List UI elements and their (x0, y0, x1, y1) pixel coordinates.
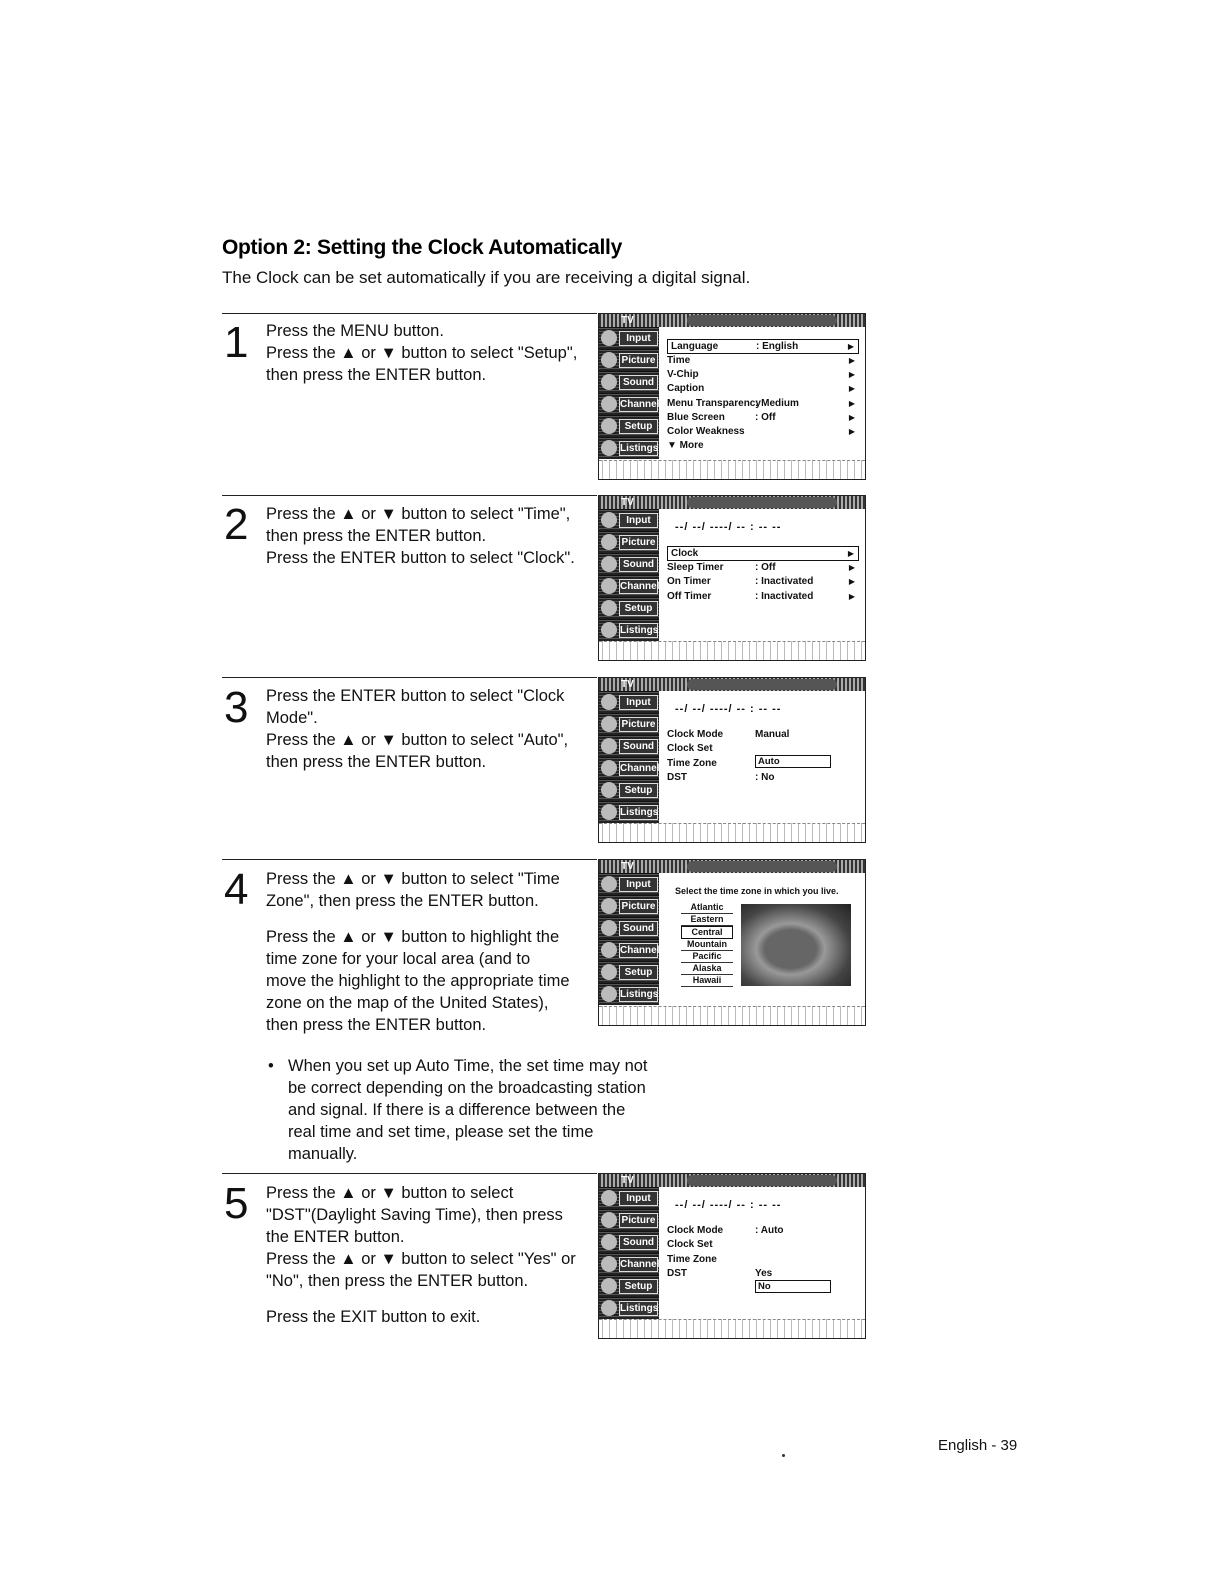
menu-tab-listings[interactable] (599, 1298, 659, 1319)
menu-tab-label: Picture (619, 899, 658, 914)
menu-tab-input[interactable] (599, 510, 659, 531)
listings-icon (601, 986, 617, 1002)
step-line: time zone for your local area (and to (266, 950, 531, 968)
picture-icon (601, 352, 617, 368)
menu-tab-input[interactable] (599, 692, 659, 713)
us-map (741, 904, 851, 986)
arrow-right-icon: ▶ (848, 563, 855, 573)
clock-readout: --/ --/ ----/ -- : -- -- (675, 703, 782, 715)
sound-icon (601, 374, 617, 390)
input-icon (601, 330, 617, 346)
menu-tab-setup[interactable] (599, 1276, 659, 1297)
step-5-text (266, 1182, 596, 1328)
menu-tab-label: Sound (619, 1235, 658, 1250)
arrow-right-icon: ▶ (848, 591, 855, 601)
menu-tab-sound[interactable] (599, 736, 659, 757)
menu-tab-picture[interactable] (599, 350, 659, 371)
arrow-right-icon: ▶ (848, 370, 855, 380)
menu-tab-channel[interactable] (599, 758, 659, 779)
clock-mode-screen (598, 677, 866, 843)
menu-tab-setup[interactable] (599, 598, 659, 619)
menu-content (667, 884, 859, 985)
menu-tab-label: Picture (619, 353, 658, 368)
arrow-right-icon: ▶ (848, 398, 855, 408)
menu-row-clock-mode[interactable]: Clock Mode : Auto (667, 1225, 784, 1237)
time-menu-screen (598, 495, 866, 661)
menu-tab-input[interactable] (599, 874, 659, 895)
menu-tabs (599, 691, 659, 822)
menu-tab-label: Input (619, 1191, 658, 1206)
tv-label: TV (621, 497, 634, 508)
screen-topbar (599, 1174, 865, 1187)
step-line: Press the ▲ or ▼ button to select (266, 1184, 514, 1202)
menu-tab-label: Sound (619, 375, 658, 390)
picture-icon (601, 1212, 617, 1228)
step-line: Press the ▲ or ▼ button to highlight the (266, 928, 560, 946)
step-line: then press the ENTER button. (266, 753, 487, 771)
setup-icon (601, 418, 617, 434)
menu-tabs (599, 327, 659, 459)
menu-tab-picture[interactable] (599, 532, 659, 553)
menu-tabs (599, 1187, 659, 1318)
menu-row-clock-set[interactable]: Clock Set (667, 1239, 713, 1251)
arrow-right-icon: ▶ (847, 342, 854, 351)
time-zone-option[interactable]: Alaska (681, 963, 733, 975)
menu-tab-label: Picture (619, 1213, 658, 1228)
arrow-right-icon: ▶ (848, 412, 855, 422)
listings-icon (601, 804, 617, 820)
menu-tab-picture[interactable] (599, 714, 659, 735)
step-line: Press the ENTER button to select "Clock (266, 687, 565, 705)
menu-tab-label: Setup (619, 419, 658, 434)
menu-row-off-timer[interactable]: Off Timer : Inactivated ▶ (667, 590, 859, 604)
clock-readout: --/ --/ ----/ -- : -- -- (675, 1199, 782, 1211)
step-divider (222, 677, 597, 678)
channel-icon (601, 578, 617, 594)
menu-tab-label: Picture (619, 535, 658, 550)
step-line: Press the ▲ or ▼ button to select "Time", (266, 505, 571, 523)
menu-tab-label: Setup (619, 783, 658, 798)
menu-tab-setup[interactable] (599, 962, 659, 983)
channel-icon (601, 760, 617, 776)
screen-topbar (599, 678, 865, 691)
input-icon (601, 512, 617, 528)
input-icon (601, 1190, 617, 1206)
arrow-right-icon: ▶ (848, 356, 855, 365)
tv-label: TV (621, 679, 634, 690)
menu-tab-label: Input (619, 877, 658, 892)
step-line: Zone", then press the ENTER button. (266, 892, 539, 910)
setup-menu-screen (598, 313, 866, 480)
menu-row-clock-mode[interactable]: Clock Mode Manual (667, 729, 790, 741)
menu-tab-label: Setup (619, 1279, 658, 1294)
step-divider (222, 859, 597, 860)
screen-bottombar (599, 1006, 865, 1025)
arrow-right-icon: ▶ (847, 549, 854, 559)
menu-row-on-timer[interactable]: On Timer : Inactivated ▶ (667, 575, 859, 589)
menu-row-sleep-timer[interactable]: Sleep Timer : Off ▶ (667, 561, 859, 575)
menu-content (667, 516, 859, 604)
screen-topbar (599, 314, 865, 327)
menu-tab-label: Setup (619, 965, 658, 980)
menu-row-time-zone[interactable]: Time Zone (667, 757, 717, 769)
stray-dot (782, 1454, 785, 1457)
menu-tab-input[interactable] (599, 1188, 659, 1209)
step-line: zone on the map of the United States), (266, 994, 549, 1012)
step-line: Mode". (266, 709, 318, 727)
menu-tab-label: Channel (620, 763, 660, 774)
time-zone-option[interactable]: Mountain (681, 939, 733, 951)
menu-row-caption[interactable]: Caption ▶ (667, 382, 859, 396)
menu-row-blue-screen[interactable]: Blue Screen : Off ▶ (667, 411, 859, 425)
menu-tab-label: Channel (620, 581, 660, 592)
note-bullet (268, 1055, 653, 1165)
dst-screen (598, 1173, 866, 1339)
bullet-icon: • (268, 1057, 274, 1075)
menu-tab-channel[interactable] (599, 576, 659, 597)
menu-tab-label: Sound (619, 557, 658, 572)
step-line: the ENTER button. (266, 1228, 405, 1246)
menu-tab-label: Listings (620, 443, 659, 454)
step-4-text (266, 868, 596, 1036)
picture-icon (601, 534, 617, 550)
menu-content (667, 339, 859, 453)
menu-tab-label: Input (619, 695, 658, 710)
menu-tab-label: Input (619, 331, 658, 346)
menu-tab-label: Listings (620, 807, 659, 818)
section-heading: Option 2: Setting the Clock Automatically (222, 236, 622, 259)
menu-row-clock[interactable]: Clock ▶ (667, 546, 859, 561)
setup-icon (601, 782, 617, 798)
step-line: then press the ENTER button. (266, 1016, 487, 1034)
menu-row-color-weakness[interactable]: Color Weakness ▶ (667, 425, 859, 439)
tv-label: TV (621, 315, 634, 326)
menu-tab-sound[interactable] (599, 372, 659, 393)
step-line: "DST"(Daylight Saving Time), then press (266, 1206, 563, 1224)
step-line: move the highlight to the appropriate time (266, 972, 570, 990)
menu-row-dst[interactable]: DST Yes (667, 1267, 773, 1279)
step-number: 1 (224, 318, 249, 367)
step-number: 5 (224, 1179, 249, 1228)
menu-row-dst[interactable]: DST : No (667, 771, 775, 783)
menu-tab-listings[interactable] (599, 802, 659, 823)
tv-label: TV (621, 1175, 634, 1186)
step-line: Press the ENTER button to select "Clock". (266, 549, 575, 567)
menu-tab-label: Channel (620, 399, 660, 410)
menu-tab-setup[interactable] (599, 780, 659, 801)
step-1-text (266, 320, 596, 386)
menu-tab-label: Input (619, 513, 658, 528)
time-zone-option[interactable]: Pacific (681, 951, 733, 963)
channel-icon (601, 942, 617, 958)
sound-icon (601, 738, 617, 754)
menu-tab-sound[interactable] (599, 554, 659, 575)
screen-bottombar (599, 460, 865, 479)
step-line: Press the EXIT button to exit. (266, 1308, 481, 1326)
step-divider (222, 1173, 597, 1174)
listings-icon (601, 1300, 617, 1316)
menu-row-transparency[interactable]: Menu Transparency : Medium ▶ (667, 397, 859, 411)
menu-tab-channel[interactable] (599, 940, 659, 961)
menu-row-time[interactable]: Time ▶ (667, 354, 859, 368)
step-2-text (266, 503, 596, 569)
menu-tabs (599, 509, 659, 640)
menu-tab-listings[interactable] (599, 620, 659, 641)
time-zone-screen (598, 859, 866, 1026)
menu-content (667, 698, 859, 785)
menu-tab-label: Listings (620, 1303, 659, 1314)
sound-icon (601, 556, 617, 572)
menu-tab-setup[interactable] (599, 416, 659, 437)
time-zone-option[interactable]: Atlantic (681, 902, 733, 914)
input-icon (601, 694, 617, 710)
menu-tab-listings[interactable] (599, 438, 659, 459)
picture-icon (601, 898, 617, 914)
step-line: Press the MENU button. (266, 322, 444, 340)
menu-tab-picture[interactable] (599, 896, 659, 917)
screen-bottombar (599, 1319, 865, 1338)
channel-icon (601, 396, 617, 412)
time-zone-option[interactable]: Central (681, 926, 733, 939)
menu-tab-listings[interactable] (599, 984, 659, 1005)
picture-icon (601, 716, 617, 732)
menu-tab-label: Sound (619, 921, 658, 936)
arrow-right-icon: ▶ (848, 426, 855, 436)
menu-tab-channel[interactable] (599, 394, 659, 415)
step-line: then press the ENTER button. (266, 527, 487, 545)
screen-bottombar (599, 641, 865, 660)
tv-label: TV (621, 861, 634, 872)
page-number: English - 39 (938, 1437, 1018, 1454)
arrow-right-icon: ▶ (848, 384, 855, 394)
clock-readout: --/ --/ ----/ -- : -- -- (675, 521, 782, 533)
time-zone-option[interactable]: Hawaii (681, 975, 733, 987)
step-divider (222, 313, 597, 314)
menu-row-vchip[interactable]: V-Chip ▶ (667, 368, 859, 382)
setup-icon (601, 600, 617, 616)
channel-icon (601, 1256, 617, 1272)
menu-tab-label: Channel (620, 945, 660, 956)
screen-bottombar (599, 823, 865, 842)
step-line: Press the ▲ or ▼ button to select "Setup", (266, 344, 578, 362)
menu-tab-label: Listings (620, 625, 659, 636)
arrow-right-icon: ▶ (848, 577, 855, 587)
step-line: Press the ▲ or ▼ button to select "Auto", (266, 731, 569, 749)
step-number: 3 (224, 683, 249, 732)
step-divider (222, 495, 597, 496)
time-zone-option[interactable]: Eastern (681, 914, 733, 926)
step-3-text (266, 685, 596, 773)
screen-topbar (599, 860, 865, 873)
listings-icon (601, 622, 617, 638)
setup-icon (601, 1278, 617, 1294)
step-line: then press the ENTER button. (266, 366, 487, 384)
screen-topbar (599, 496, 865, 509)
menu-row-clock-set[interactable]: Clock Set (667, 743, 713, 755)
setup-icon (601, 964, 617, 980)
menu-tab-label: Sound (619, 739, 658, 754)
menu-tabs (599, 873, 659, 1005)
intro-text: The Clock can be set automatically if you are receiving a digital signal. (222, 268, 751, 287)
note-text: When you set up Auto Time, the set time may not be correct depending on the broadcasting station and signal. If there is a difference between the real time and set time, please set the time manually. (288, 1057, 648, 1163)
sound-icon (601, 920, 617, 936)
menu-tab-input[interactable] (599, 328, 659, 349)
menu-tab-channel[interactable] (599, 1254, 659, 1275)
menu-tab-label: Listings (620, 989, 659, 1000)
menu-tab-picture[interactable] (599, 1210, 659, 1231)
menu-content (667, 1194, 859, 1292)
step-number: 4 (224, 865, 249, 914)
time-zone-list (681, 902, 733, 987)
menu-tab-sound[interactable] (599, 1232, 659, 1253)
menu-row-language[interactable]: Language : English ▶ (667, 339, 859, 354)
menu-row-time-zone[interactable]: Time Zone (667, 1253, 717, 1265)
sound-icon (601, 1234, 617, 1250)
time-zone-instruction: Select the time zone in which you live. (675, 886, 839, 896)
listings-icon (601, 440, 617, 456)
menu-tab-label: Picture (619, 717, 658, 732)
step-line: Press the ▲ or ▼ button to select "Yes" or (266, 1250, 576, 1268)
option-no[interactable]: No (755, 1280, 831, 1293)
menu-tab-label: Setup (619, 601, 658, 616)
step-line: "No", then press the ENTER button. (266, 1272, 529, 1290)
option-auto[interactable]: Auto (755, 755, 831, 768)
input-icon (601, 876, 617, 892)
menu-tab-label: Channel (620, 1259, 660, 1270)
menu-tab-sound[interactable] (599, 918, 659, 939)
menu-row-more[interactable]: ▼ More (667, 440, 704, 452)
step-number: 2 (224, 500, 249, 549)
step-line: Press the ▲ or ▼ button to select "Time (266, 870, 560, 888)
